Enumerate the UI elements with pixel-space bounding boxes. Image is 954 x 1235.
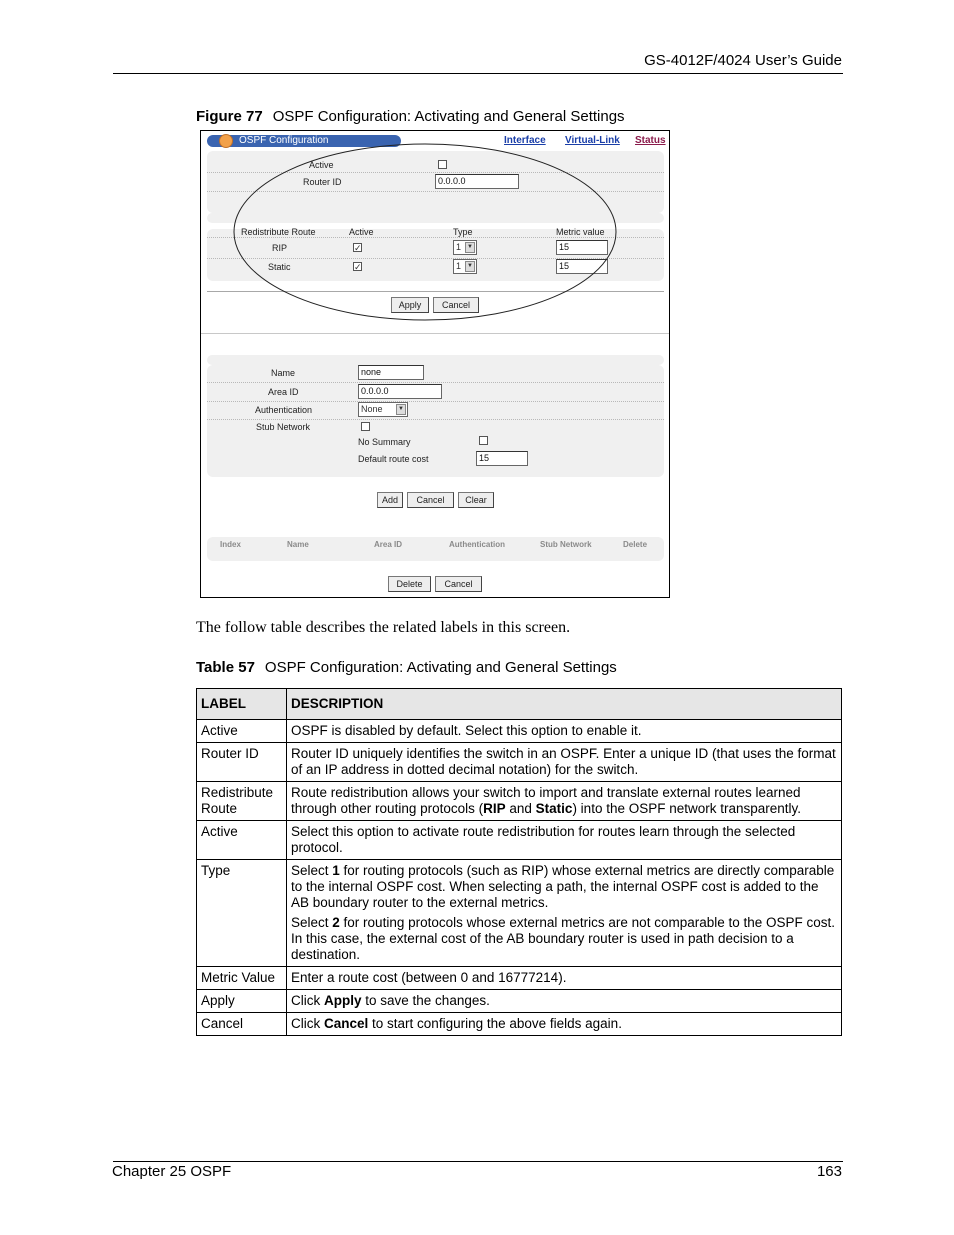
active-label: Active bbox=[309, 160, 334, 170]
row-description: Select this option to activate route redistribution for routes learn through the selected protocol. bbox=[287, 821, 842, 860]
router-id-input[interactable]: 0.0.0.0 bbox=[435, 174, 519, 189]
chevron-down-icon: ▼ bbox=[465, 242, 475, 253]
table-row bbox=[197, 743, 842, 782]
table-row bbox=[197, 720, 842, 743]
authentication-select[interactable] bbox=[358, 402, 408, 417]
row-description: Enter a route cost (between 0 and 16777214). bbox=[287, 967, 842, 990]
row-label: Active bbox=[197, 720, 287, 743]
static-metric-input[interactable]: 15 bbox=[556, 259, 608, 274]
row-description bbox=[287, 782, 842, 821]
table-row bbox=[197, 782, 842, 821]
row-label: Active bbox=[197, 821, 287, 860]
col-metric-value: Metric value bbox=[556, 227, 605, 237]
summary-header-stub-network: Stub Network bbox=[540, 540, 592, 549]
footer-chapter: Chapter 25 OSPF bbox=[112, 1163, 232, 1180]
rip-type-value: 1 bbox=[456, 242, 462, 252]
col-active: Active bbox=[349, 227, 374, 237]
desc-paragraph bbox=[291, 915, 837, 963]
desc-text: Route redistribution allows your switch to import and translate external routes learned through other routing protocols ( bbox=[291, 785, 801, 816]
table-row bbox=[197, 990, 842, 1013]
figure-caption bbox=[196, 108, 625, 125]
stub-network-checkbox[interactable] bbox=[361, 422, 370, 431]
ospf-screenshot bbox=[200, 130, 670, 598]
static-type-value: 1 bbox=[456, 261, 462, 271]
desc-bold: 2 bbox=[332, 915, 340, 930]
static-label: Static bbox=[268, 262, 291, 272]
authentication-value: None bbox=[361, 404, 383, 414]
col-redistribute-route: Redistribute Route bbox=[241, 227, 316, 237]
header-rule bbox=[113, 73, 843, 74]
row-description bbox=[287, 990, 842, 1013]
header-description: DESCRIPTION bbox=[287, 689, 842, 720]
virtual-link-link[interactable]: Virtual-Link bbox=[565, 135, 620, 146]
summary-header-area-id: Area ID bbox=[374, 540, 403, 549]
no-summary-label: No Summary bbox=[358, 437, 411, 447]
chevron-down-icon: ▼ bbox=[396, 404, 406, 415]
table-row bbox=[197, 967, 842, 990]
delete-button[interactable]: Delete bbox=[388, 576, 431, 592]
page-number: 163 bbox=[816, 1163, 842, 1180]
figure-number: Figure 77 bbox=[196, 108, 263, 125]
desc-bold: 1 bbox=[332, 863, 340, 878]
static-active-checkbox[interactable]: ✓ bbox=[354, 262, 362, 272]
add-button[interactable]: Add bbox=[377, 492, 403, 508]
table-number: Table 57 bbox=[196, 659, 255, 676]
row-description: Router ID uniquely identifies the switch in an OSPF. Enter a unique ID (that uses the format of an IP address in dotted decimal notation) for the switch. bbox=[287, 743, 842, 782]
divider bbox=[207, 382, 664, 383]
desc-text: for routing protocols whose external metrics are not comparable to the OSPF cost. In this case, the external cost of the AB boundary router is used in path decision to a destination. bbox=[291, 915, 836, 962]
section-rule bbox=[201, 333, 669, 334]
status-link[interactable]: Status bbox=[635, 135, 666, 146]
desc-text: to save the changes. bbox=[361, 993, 490, 1008]
name-input[interactable]: none bbox=[358, 365, 424, 380]
row-description bbox=[287, 860, 842, 967]
table-row bbox=[197, 860, 842, 967]
divider bbox=[207, 419, 664, 420]
row-label: Cancel bbox=[197, 1013, 287, 1036]
table-row bbox=[197, 1013, 842, 1036]
default-route-cost-input[interactable]: 15 bbox=[476, 451, 528, 466]
running-header-title: GS-4012F/4024 User’s Guide bbox=[644, 52, 842, 69]
no-summary-checkbox[interactable] bbox=[479, 436, 488, 445]
rip-label: RIP bbox=[272, 243, 288, 253]
desc-paragraph bbox=[291, 863, 837, 911]
rip-active-checkbox[interactable]: ✓ bbox=[354, 243, 362, 253]
row-label: Type bbox=[197, 860, 287, 967]
desc-bold: RIP bbox=[483, 801, 506, 816]
summary-header-index: Index bbox=[220, 540, 241, 549]
clear-button[interactable]: Clear bbox=[458, 492, 494, 508]
summary-header-name: Name bbox=[287, 540, 309, 549]
default-route-cost-label: Default route cost bbox=[358, 454, 429, 464]
area-id-input[interactable]: 0.0.0.0 bbox=[358, 384, 442, 399]
name-label: Name bbox=[271, 368, 296, 378]
interface-link[interactable]: Interface bbox=[504, 135, 546, 146]
summary-header-delete: Delete bbox=[623, 540, 648, 549]
body-paragraph: The follow table describes the related labels in this screen. bbox=[196, 619, 571, 636]
area-id-label: Area ID bbox=[268, 387, 299, 397]
authentication-label: Authentication bbox=[255, 405, 313, 415]
figure-title: OSPF Configuration: Activating and General Settings bbox=[272, 108, 625, 125]
desc-text: and bbox=[505, 801, 536, 816]
summary-header-bar bbox=[207, 537, 664, 561]
apply-button[interactable]: Apply bbox=[391, 297, 429, 313]
row-label: Router ID bbox=[197, 743, 287, 782]
desc-bold: Static bbox=[535, 801, 573, 816]
desc-text: for routing protocols (such as RIP) whose external metrics are directly comparable to the internal OSPF cost. When selecting a path, the internal OSPF cost is added to the AB boundary router to the external metrics. bbox=[291, 863, 835, 910]
area-cancel-button[interactable]: Cancel bbox=[407, 492, 454, 508]
desc-text: Click bbox=[291, 1016, 324, 1031]
desc-text: ) into the OSPF network transparently. bbox=[572, 801, 802, 816]
row-description: OSPF is disabled by default. Select this option to enable it. bbox=[287, 720, 842, 743]
desc-bold: Cancel bbox=[324, 1016, 369, 1031]
table-row bbox=[197, 821, 842, 860]
cancel-button[interactable]: Cancel bbox=[433, 297, 479, 313]
chevron-down-icon: ▼ bbox=[465, 261, 475, 272]
summary-header-authentication: Authentication bbox=[449, 540, 505, 549]
router-id-label: Router ID bbox=[303, 177, 342, 187]
table-title: OSPF Configuration: Activating and General Settings bbox=[264, 659, 617, 676]
header-label: LABEL bbox=[197, 689, 287, 720]
divider bbox=[207, 401, 664, 402]
col-type: Type bbox=[453, 227, 473, 237]
desc-text: Select bbox=[291, 863, 333, 878]
desc-text: to start configuring the above fields again. bbox=[368, 1016, 622, 1031]
table-caption bbox=[196, 659, 617, 676]
summary-cancel-button[interactable]: Cancel bbox=[435, 576, 482, 592]
stub-network-label: Stub Network bbox=[256, 422, 311, 432]
desc-text: Select bbox=[291, 915, 333, 930]
desc-bold: Apply bbox=[324, 993, 362, 1008]
rip-metric-input[interactable]: 15 bbox=[556, 240, 608, 255]
area-header-bar bbox=[207, 355, 664, 365]
footer-rule bbox=[113, 1161, 843, 1162]
description-table bbox=[196, 688, 842, 1036]
tab-title: OSPF Configuration bbox=[239, 135, 329, 146]
row-label: Redistribute Route bbox=[197, 782, 287, 821]
row-label: Apply bbox=[197, 990, 287, 1013]
desc-text: Click bbox=[291, 993, 324, 1008]
callout-ellipse bbox=[229, 141, 621, 323]
row-description bbox=[287, 1013, 842, 1036]
table-header-row bbox=[197, 689, 842, 720]
row-label: Metric Value bbox=[197, 967, 287, 990]
